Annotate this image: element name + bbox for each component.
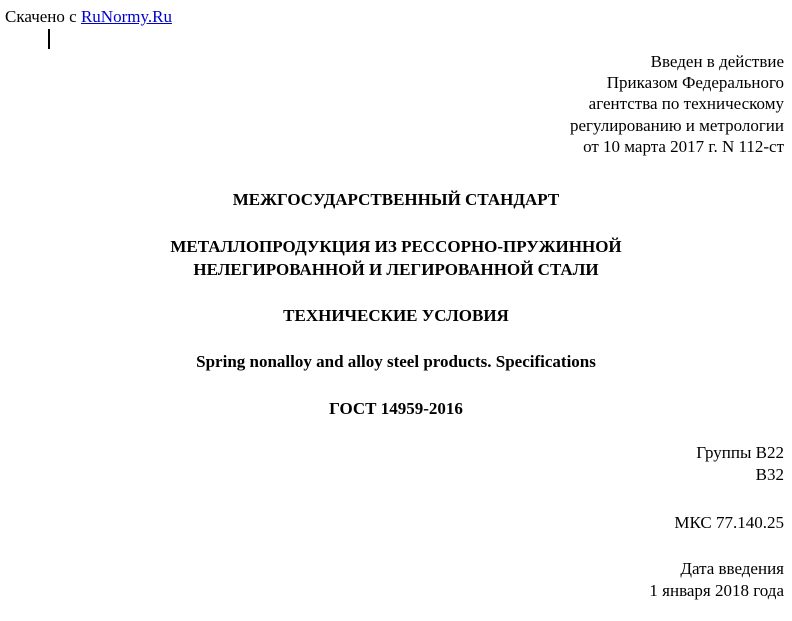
- groups-line: В32: [755, 465, 784, 484]
- source-line: [5, 6, 172, 28]
- effective-label: Дата введения: [680, 559, 784, 578]
- effective-date-block: [649, 558, 784, 602]
- title-line: МЕТАЛЛОПРОДУКЦИЯ ИЗ РЕССОРНО-ПРУЖИННОЙ: [170, 237, 622, 256]
- intro-line: Введен в действие: [650, 52, 784, 71]
- intro-line: регулированию и метрологии: [569, 115, 784, 135]
- standard-designation: ГОСТ 14959-2016: [329, 399, 463, 418]
- groups-line: Группы В22: [696, 443, 784, 462]
- mks-code: МКС 77.140.25: [674, 513, 784, 532]
- effective-date: 1 января 2018 года: [649, 581, 784, 600]
- standard-title: [0, 235, 792, 281]
- text-cursor: [48, 29, 50, 49]
- introduction-block: [570, 51, 784, 157]
- intro-line: Приказом Федерального: [606, 73, 784, 93]
- intro-line: от 10 марта 2017 г. N 112-ст: [583, 136, 784, 156]
- english-title: Spring nonalloy and alloy steel products. Specifications: [196, 352, 596, 371]
- title-line: НЕЛЕГИРОВАННОЙ И ЛЕГИРОВАННОЙ СТАЛИ: [193, 260, 599, 279]
- source-prefix: Скачено с: [5, 7, 81, 26]
- groups-block: [696, 442, 784, 486]
- intro-line: агентства по техническому: [588, 94, 784, 114]
- standard-type: МЕЖГОСУДАРСТВЕННЫЙ СТАНДАРТ: [232, 190, 560, 209]
- standard-subtitle: ТЕХНИЧЕСКИЕ УСЛОВИЯ: [283, 306, 509, 325]
- runormy-link[interactable]: RuNormy.Ru: [80, 7, 172, 26]
